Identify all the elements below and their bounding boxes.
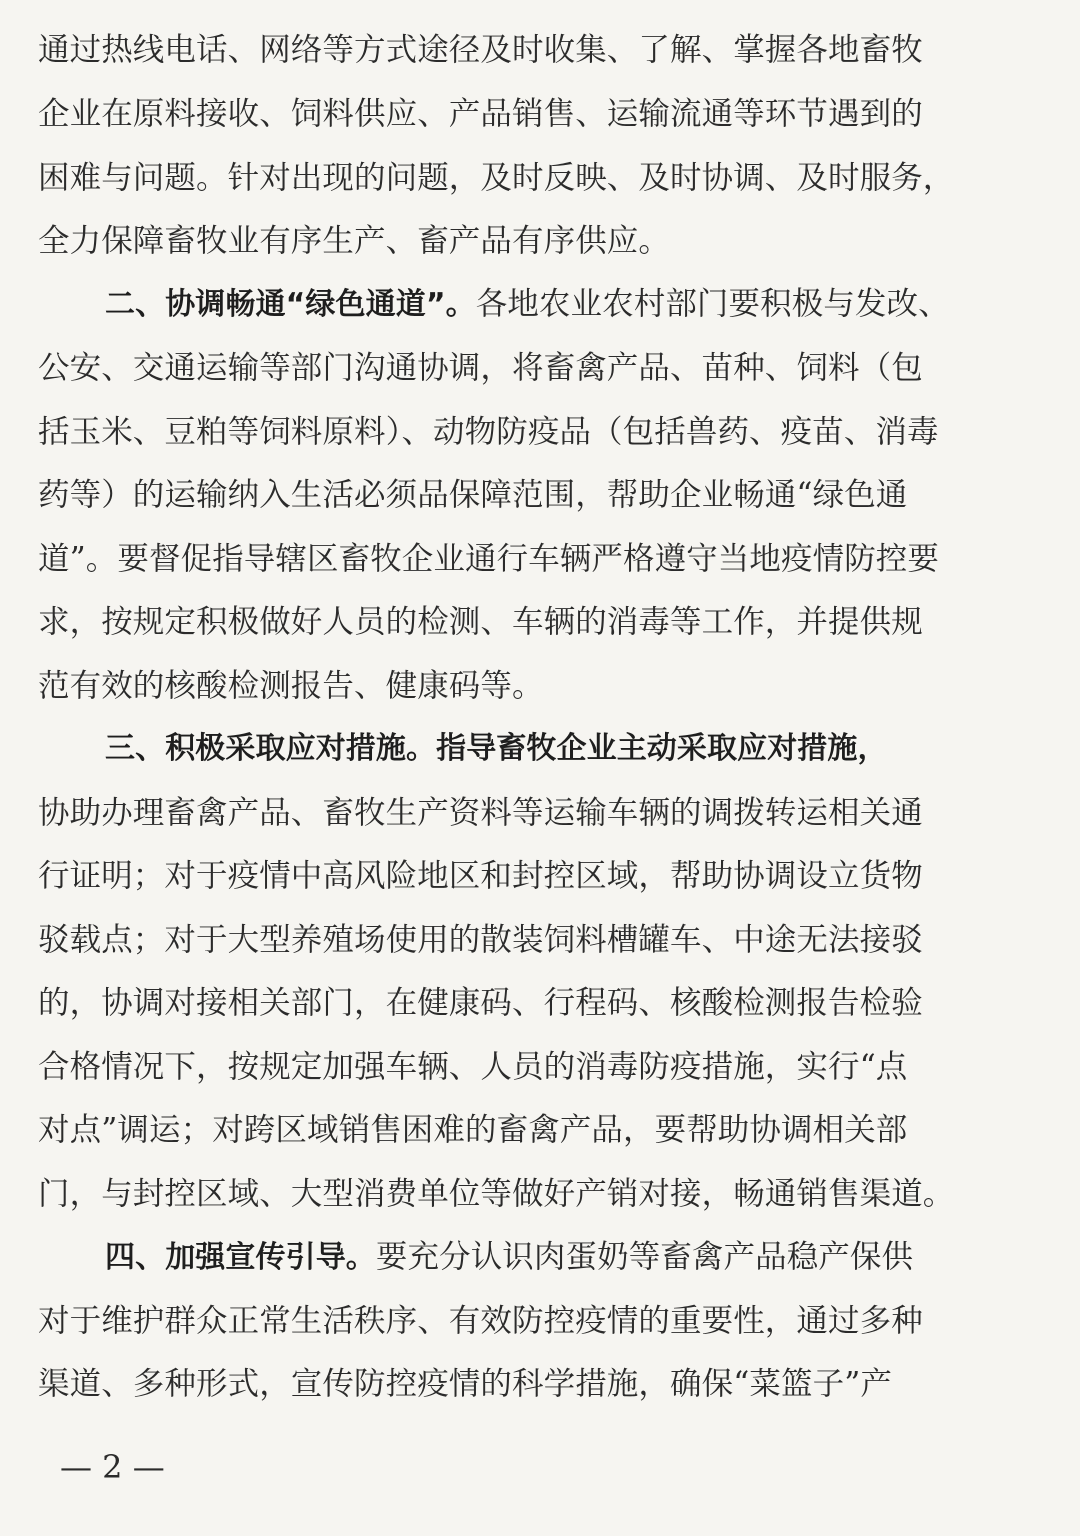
section-2-heading: 二、协调畅通“绿色通道”。 [105,287,476,322]
section-4-first-line [105,1235,1080,1280]
body-text-line: 渠道、多种形式，宣传防控疫情的科学措施，确保“菜篮子”产 [38,1366,893,1402]
body-text-line: 全力保障畜牧业有序生产、畜产品有序供应。 [38,223,671,259]
body-text-line: 对于维护群众正常生活秩序、有效防控疫情的重要性，通过多种 [38,1303,923,1339]
body-text-line: 困难与问题。针对出现的问题，及时反映、及时协调、及时服务， [38,160,955,196]
body-text-line: 范有效的核酸检测报告、健康码等。 [38,668,544,704]
section-4-first-line-text: 要充分认识肉蛋奶等畜禽产品稳产保供 [375,1239,914,1275]
body-text-line: 通过热线电话、网络等方式途径及时收集、了解、掌握各地畜牧 [38,32,923,68]
section-2-first-line [105,282,1080,327]
body-text-line: 道”。要督促指导辖区畜牧企业通行车辆严格遵守当地疫情防控要 [38,541,940,577]
body-text-line: 求，按规定积极做好人员的检测、车辆的消毒等工作，并提供规 [38,604,923,640]
section-2-first-line-text: 各地农业农村部门要积极与发改、 [475,286,950,322]
body-text-line: 的，协调对接相关部门，在健康码、行程码、核酸检测报告检验 [38,985,923,1021]
page-number: — 2 — [60,1448,165,1486]
body-text-line: 公安、交通运输等部门沟通协调，将畜禽产品、苗种、饲料（包 [38,350,923,386]
body-text-line: 企业在原料接收、饲料供应、产品销售、运输流通等环节遇到的 [38,96,923,132]
body-text-line: 协助办理畜禽产品、畜牧生产资料等运输车辆的调拨转运相关通 [38,795,923,831]
body-text-line: 驳载点；对于大型养殖场使用的散装饲料槽罐车、中途无法接驳 [38,922,923,958]
body-text-line: 门，与封控区域、大型消费单位等做好产销对接，畅通销售渠道。 [38,1176,955,1212]
body-text-line: 合格情况下，按规定加强车辆、人员的消毒防疫措施，实行“点 [38,1049,908,1085]
section-3-heading: 三、积极采取应对措施。指导畜牧企业主动采取应对措施， [105,731,888,766]
body-text-line: 括玉米、豆粕等饲料原料）、动物防疫品（包括兽药、疫苗、消毒 [38,414,939,450]
body-text-line: 行证明；对于疫情中高风险地区和封控区域，帮助协调设立货物 [38,858,923,894]
body-text-line: 对点”调运；对跨区域销售困难的畜禽产品，要帮助协调相关部 [38,1112,908,1148]
body-text-line: 药等）的运输纳入生活必须品保障范围，帮助企业畅通“绿色通 [38,477,908,513]
section-4-heading: 四、加强宣传引导。 [105,1240,376,1275]
